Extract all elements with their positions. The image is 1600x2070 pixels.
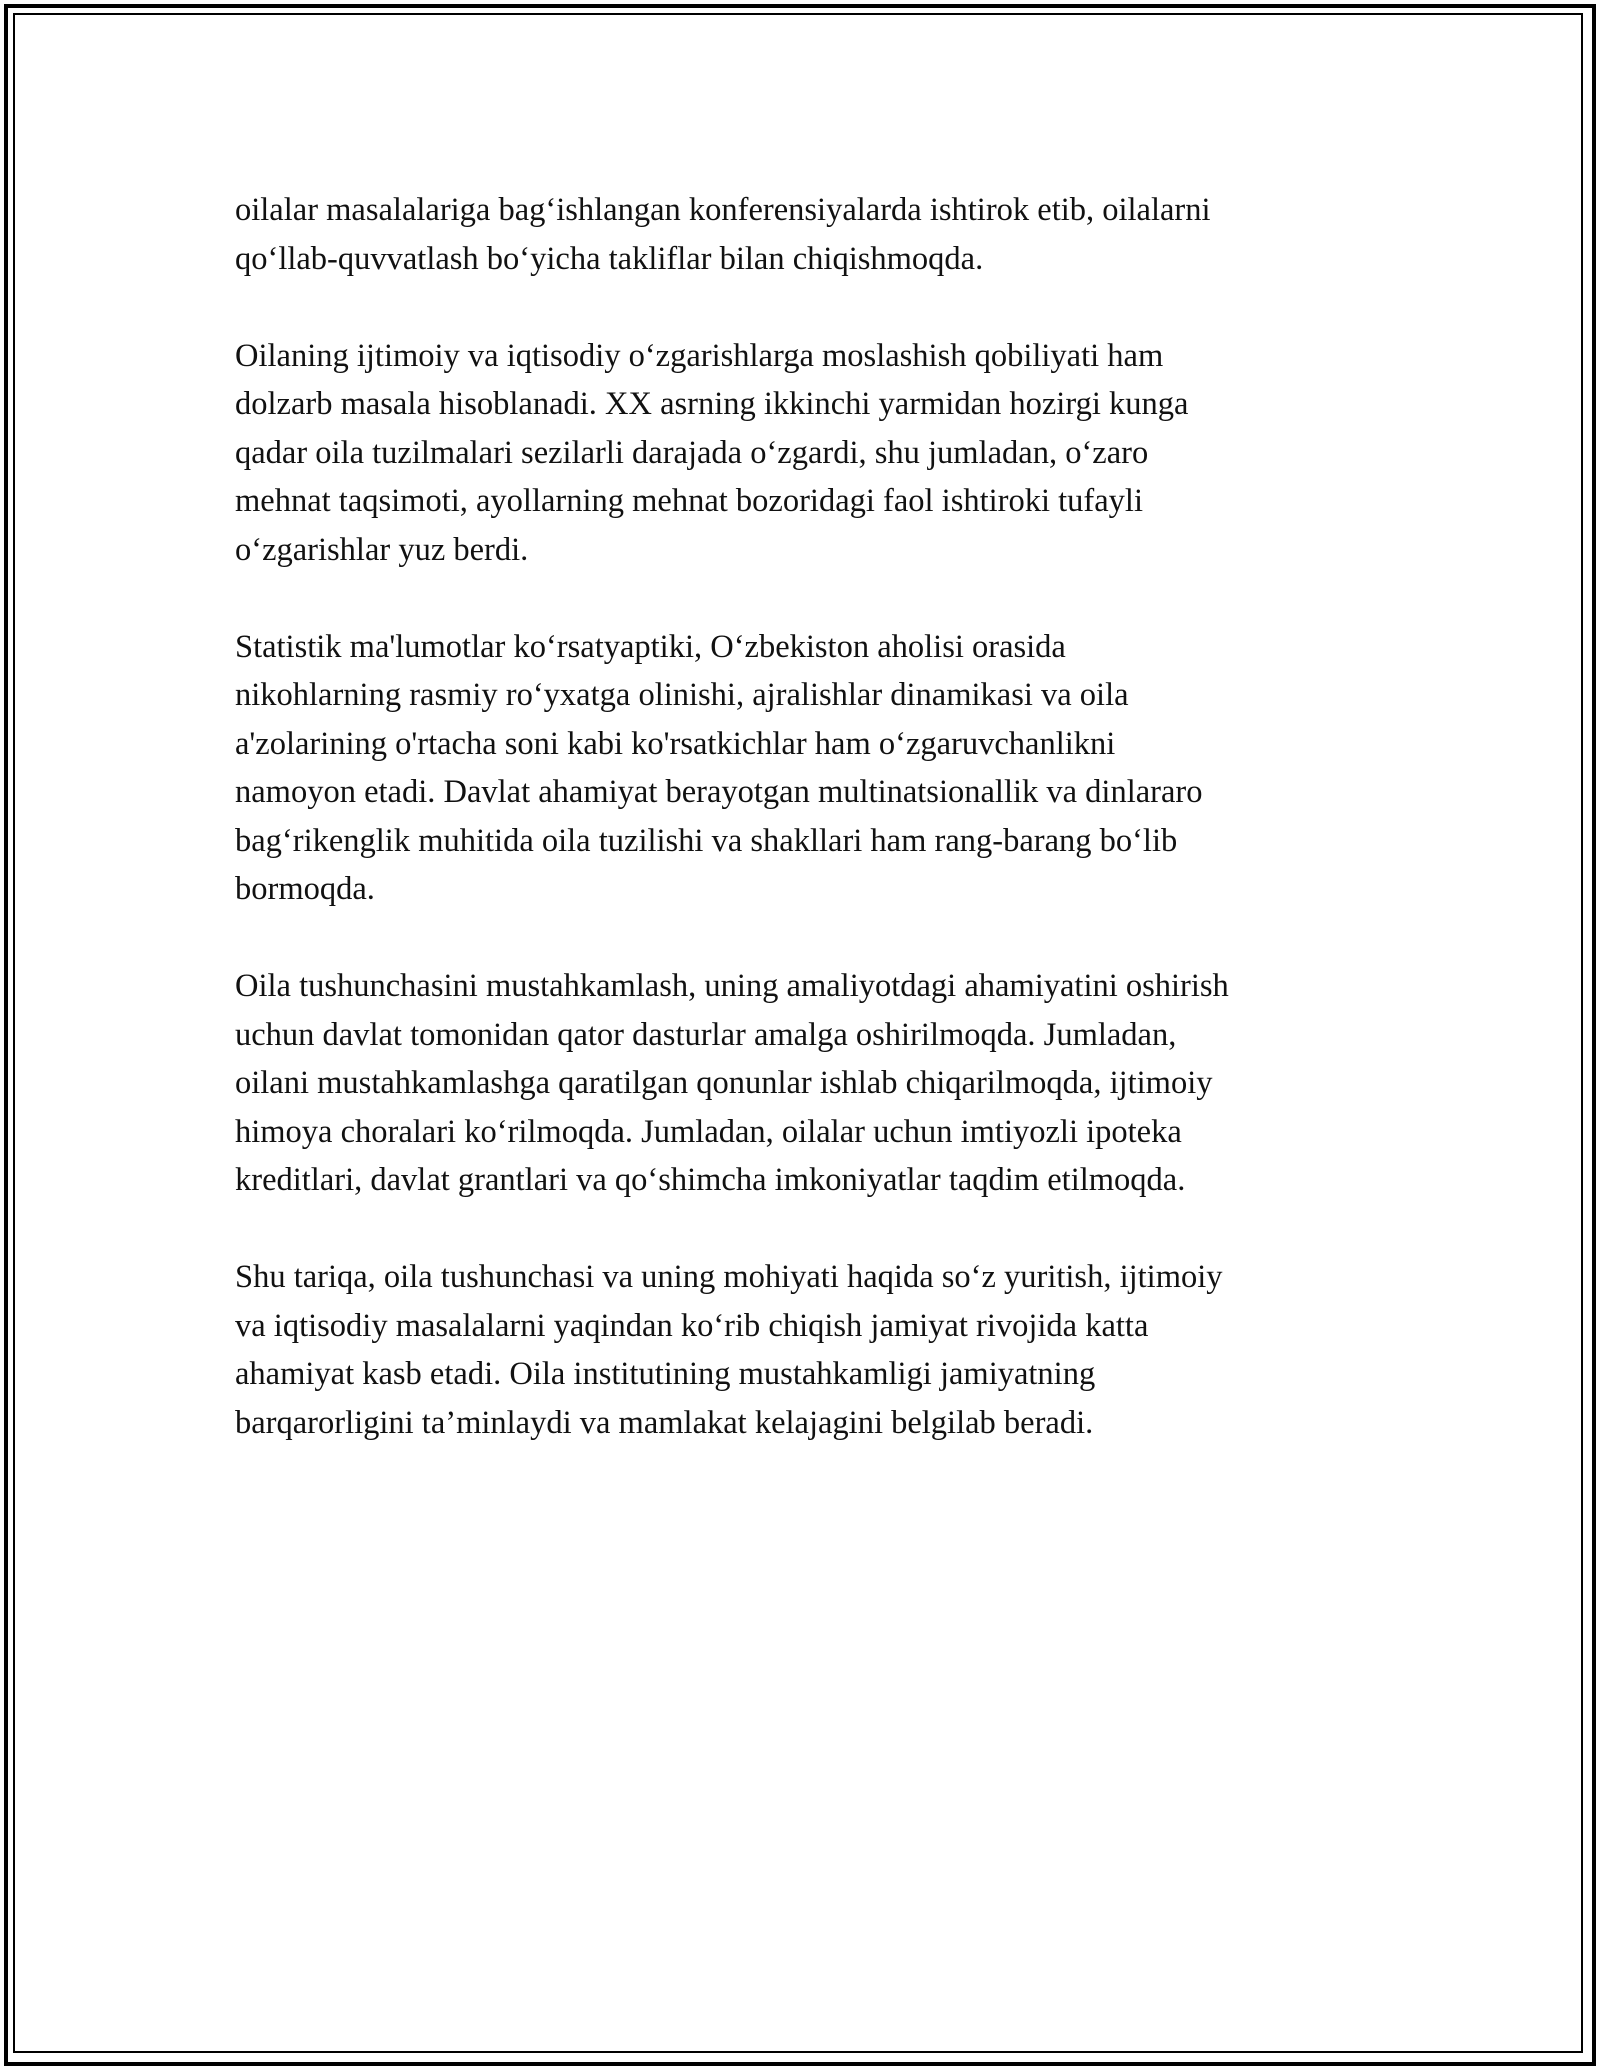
document-body bbox=[235, 186, 1375, 1496]
paragraph-1: oilalar masalalariga bag‘ishlangan konferensiyalarda ishtirok etib, oilalarni qo‘llab-quvvatlash bo‘yicha takliflar bilan chiqishmoqda. bbox=[235, 192, 1211, 277]
paragraph-3: Statistik ma'lumotlar ko‘rsatyaptiki, O‘zbekiston aholisi orasida nikohlarning rasmiy ro‘yxatga olinishi, ajralishlar dinamikasi va oila a'zolarining o'rtacha soni kabi ko'rsatkichlar ham o‘zgaruvchanlikni namoyon etadi. Davlat ahamiyat berayotgan multinatsionallik va dinlararo bag‘rikenglik muhitida oila tuzilishi va shakllari ham rang-barang bo‘lib bormoqda. bbox=[235, 628, 1203, 907]
paragraph-4: Oila tushunchasini mustahkamlash, uning amaliyotdagi ahamiyatini oshirish uchun davlat tomonidan qator dasturlar amalga oshirilmoqda. Jumladan, oilani mustahkamlashga qaratilgan qonunlar ishlab chiqarilmoqda, ijtimoiy himoya choralari ko‘rilmoqda. Jumladan, oilalar uchun imtiyozli ipoteka kreditlari, davlat grantlari va qo‘shimcha imkoniyatlar taqdim etilmoqda. bbox=[235, 968, 1229, 1198]
paragraph-2: Oilaning ijtimoiy va iqtisodiy o‘zgarishlarga moslashish qobiliyati ham dolzarb masala hisoblanadi. XX asrning ikkinchi yarmidan hozirgi kunga qadar oila tuzilmalari sezilarli darajada o‘zgardi, shu jumladan, o‘zaro mehnat taqsimoti, ayollarning mehnat bozoridagi faol ishtiroki tufayli o‘zgarishlar yuz berdi. bbox=[235, 337, 1189, 568]
paragraph-5: Shu tariqa, oila tushunchasi va uning mohiyati haqida so‘z yuritish, ijtimoiy va iqtisodiy masalalarni yaqindan ko‘rib chiqish jamiyat rivojida katta ahamiyat kasb etadi. Oila institutining mustahkamligi jamiyatning barqarorligini ta’minlaydi va mamlakat kelajagini belgilab beradi. bbox=[235, 1259, 1223, 1441]
